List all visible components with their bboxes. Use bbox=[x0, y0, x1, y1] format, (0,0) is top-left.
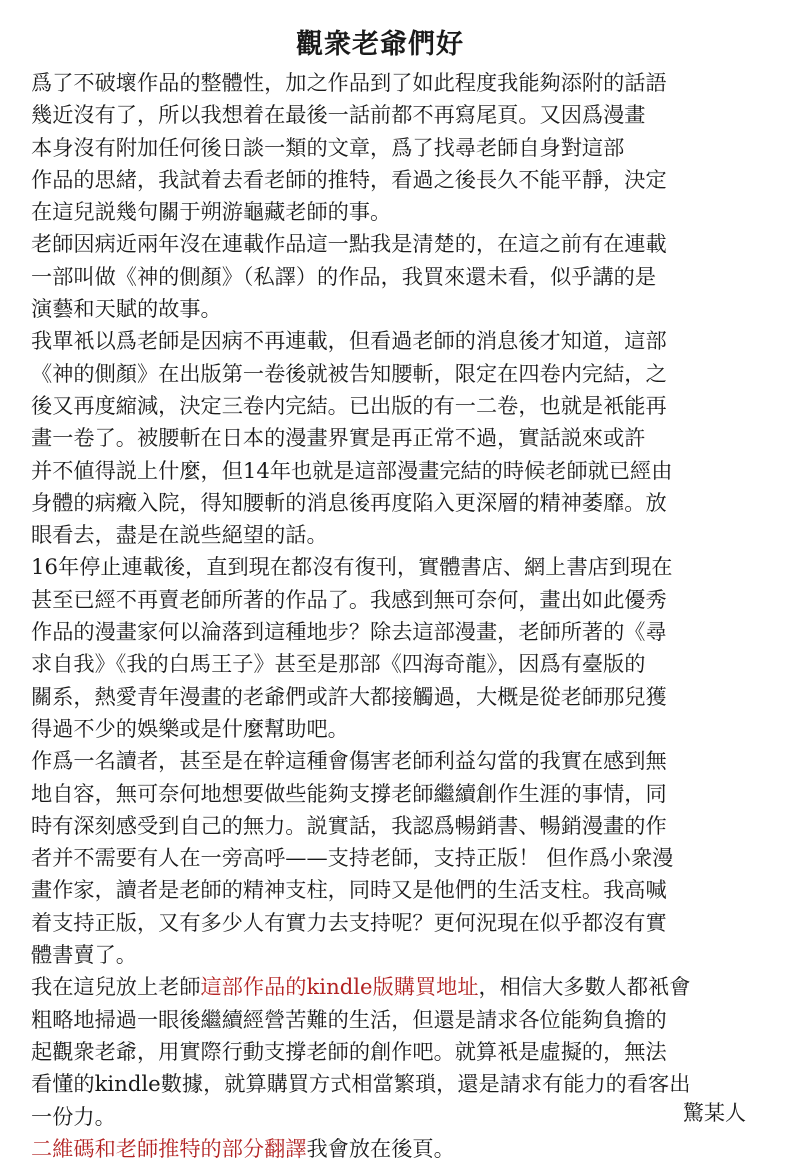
text-line bbox=[31, 228, 791, 260]
red-link-text[interactable]: 二維碼和老師推特的部分翻譯 bbox=[31, 1135, 307, 1161]
text-line bbox=[31, 1068, 791, 1100]
text-line bbox=[31, 648, 791, 680]
page-title: 觀衆老爺們好 bbox=[296, 29, 464, 60]
text-line bbox=[31, 874, 791, 906]
text-line bbox=[31, 358, 791, 390]
text-segment: 在這兒説幾句關于朔游龜藏老師的事。 bbox=[31, 199, 392, 225]
body-text bbox=[31, 67, 791, 1165]
text-line bbox=[31, 487, 791, 519]
text-line bbox=[31, 293, 791, 325]
text-segment: 求自我》《我的白馬王子》甚至是那部《四海奇龍》，因爲有臺版的 bbox=[31, 651, 646, 677]
text-segment: 粗略地掃過一眼後繼續經營苦難的生活，但還是請求各位能夠負擔的 bbox=[31, 1006, 667, 1032]
text-line bbox=[31, 261, 791, 293]
text-line bbox=[31, 519, 791, 551]
text-segment: 時有深刻感受到自己的無力。説實話，我認爲暢銷書、暢銷漫畫的作 bbox=[31, 812, 667, 838]
text-line bbox=[31, 907, 791, 939]
text-segment: 一份力。 bbox=[31, 1103, 116, 1129]
text-segment: 體書賣了。 bbox=[31, 942, 137, 968]
text-segment: 畫作家，讀者是老師的精神支柱，同時又是他們的生活支柱。我高喊 bbox=[31, 877, 667, 903]
text-segment: 并不値得説上什麼，但14年也就是這部漫畫完結的時候老師就已經由 bbox=[31, 457, 673, 483]
text-segment: 甚至已經不再賣老師所著的作品了。我感到無可奈何，畫出如此優秀 bbox=[31, 586, 667, 612]
text-line bbox=[31, 778, 791, 810]
text-segment: 着支持正版，又有多少人有實力去支持呢？更何況現在似乎都沒有實 bbox=[31, 909, 667, 935]
text-line bbox=[31, 971, 791, 1003]
text-segment: 畫一卷了。被腰斬在日本的漫畫界實是再正常不過，實話説來或許 bbox=[31, 425, 646, 451]
text-segment: 地自容，無可奈何地想要做些能夠支撐老師繼續創作生涯的事情，同 bbox=[31, 780, 667, 806]
text-line bbox=[31, 584, 791, 616]
text-segment: ，相信大多數人都衹會 bbox=[478, 974, 691, 1000]
text-line bbox=[31, 842, 791, 874]
text-segment: 我單衹以爲老師是因病不再連載，但看過老師的消息後才知道，這部 bbox=[31, 328, 667, 354]
text-segment: 16年停止連載後，直到現在都沒有復刊，實體書店、網上書店到現在 bbox=[31, 554, 673, 580]
text-line bbox=[31, 745, 791, 777]
text-segment: 身體的病癥入院，得知腰斬的消息後再度陷入更深層的精神萎靡。放 bbox=[31, 489, 667, 515]
text-line bbox=[31, 1004, 791, 1036]
text-segment: 我會放在後頁。 bbox=[306, 1135, 455, 1161]
signature: 驚某人 bbox=[683, 1101, 746, 1125]
text-line bbox=[31, 132, 791, 164]
text-line bbox=[31, 455, 791, 487]
text-line bbox=[31, 713, 791, 745]
text-segment: 得過不少的娛樂或是什麼幫助吧。 bbox=[31, 715, 349, 741]
text-segment: 爲了不破壞作品的整體性，加之作品到了如此程度我能夠添附的話語 bbox=[31, 70, 667, 95]
text-line bbox=[31, 390, 791, 422]
text-segment: 幾近沒有了，所以我想着在最後一話前都不再寫尾頁。又因爲漫畫 bbox=[31, 102, 646, 128]
text-segment: 本身沒有附加任何後日談一類的文章，爲了找尋老師自身對這部 bbox=[31, 134, 625, 160]
text-line bbox=[31, 67, 791, 99]
text-segment: 關系，熱愛青年漫畫的老爺們或許大都接觸過，大概是從老師那兒獲 bbox=[31, 683, 667, 709]
text-segment: 老師因病近兩年沒在連載作品這一點我是清楚的，在這之前有在連載 bbox=[31, 231, 667, 257]
text-segment: 作品的思緒，我試着去看老師的推特，看過之後長久不能平靜，決定 bbox=[31, 166, 667, 192]
text-segment: 一部叫做《神的側顏》（私譯）的作品，我買來還未看，似乎講的是 bbox=[31, 263, 657, 289]
text-line bbox=[31, 164, 791, 196]
text-line bbox=[31, 325, 791, 357]
text-line bbox=[31, 1101, 791, 1133]
text-segment: 眼看去，盡是在説些絕望的話。 bbox=[31, 522, 328, 548]
text-segment: 者并不需要有人在一旁高呼——支持老師，支持正版！ 但作爲小衆漫 bbox=[31, 845, 674, 871]
text-segment: 作品的漫畫家何以淪落到這種地步？除去這部漫畫，老師所著的《尋 bbox=[31, 619, 667, 645]
text-line bbox=[31, 681, 791, 713]
text-line bbox=[31, 616, 791, 648]
text-line bbox=[31, 99, 791, 131]
text-line bbox=[31, 1036, 791, 1068]
text-line bbox=[31, 939, 791, 971]
text-segment: 演藝和天賦的故事。 bbox=[31, 296, 222, 322]
text-line bbox=[31, 1133, 791, 1165]
text-line bbox=[31, 422, 791, 454]
text-segment: 我在這兒放上老師 bbox=[31, 974, 201, 1000]
text-segment: 後又再度縮減，決定三卷内完結。已出版的有一二卷，也就是衹能再 bbox=[31, 392, 667, 418]
text-segment: 起觀衆老爺，用實際行動支撐老師的創作吧。就算衹是虛擬的，無法 bbox=[31, 1038, 667, 1064]
text-segment: 看懂的kindle數據，就算購買方式相當繁瑣，還是請求有能力的看客出 bbox=[31, 1071, 691, 1097]
text-segment: 作爲一名讀者，甚至是在幹這種會傷害老師利益勾當的我實在感到無 bbox=[31, 748, 667, 774]
text-segment: 《神的側顏》在出版第一卷後就被告知腰斬，限定在四卷内完結，之 bbox=[31, 360, 667, 386]
text-line bbox=[31, 810, 791, 842]
red-link-text[interactable]: 這部作品的kindle版購買地址 bbox=[200, 974, 479, 1000]
text-line bbox=[31, 196, 791, 228]
text-line bbox=[31, 551, 791, 583]
